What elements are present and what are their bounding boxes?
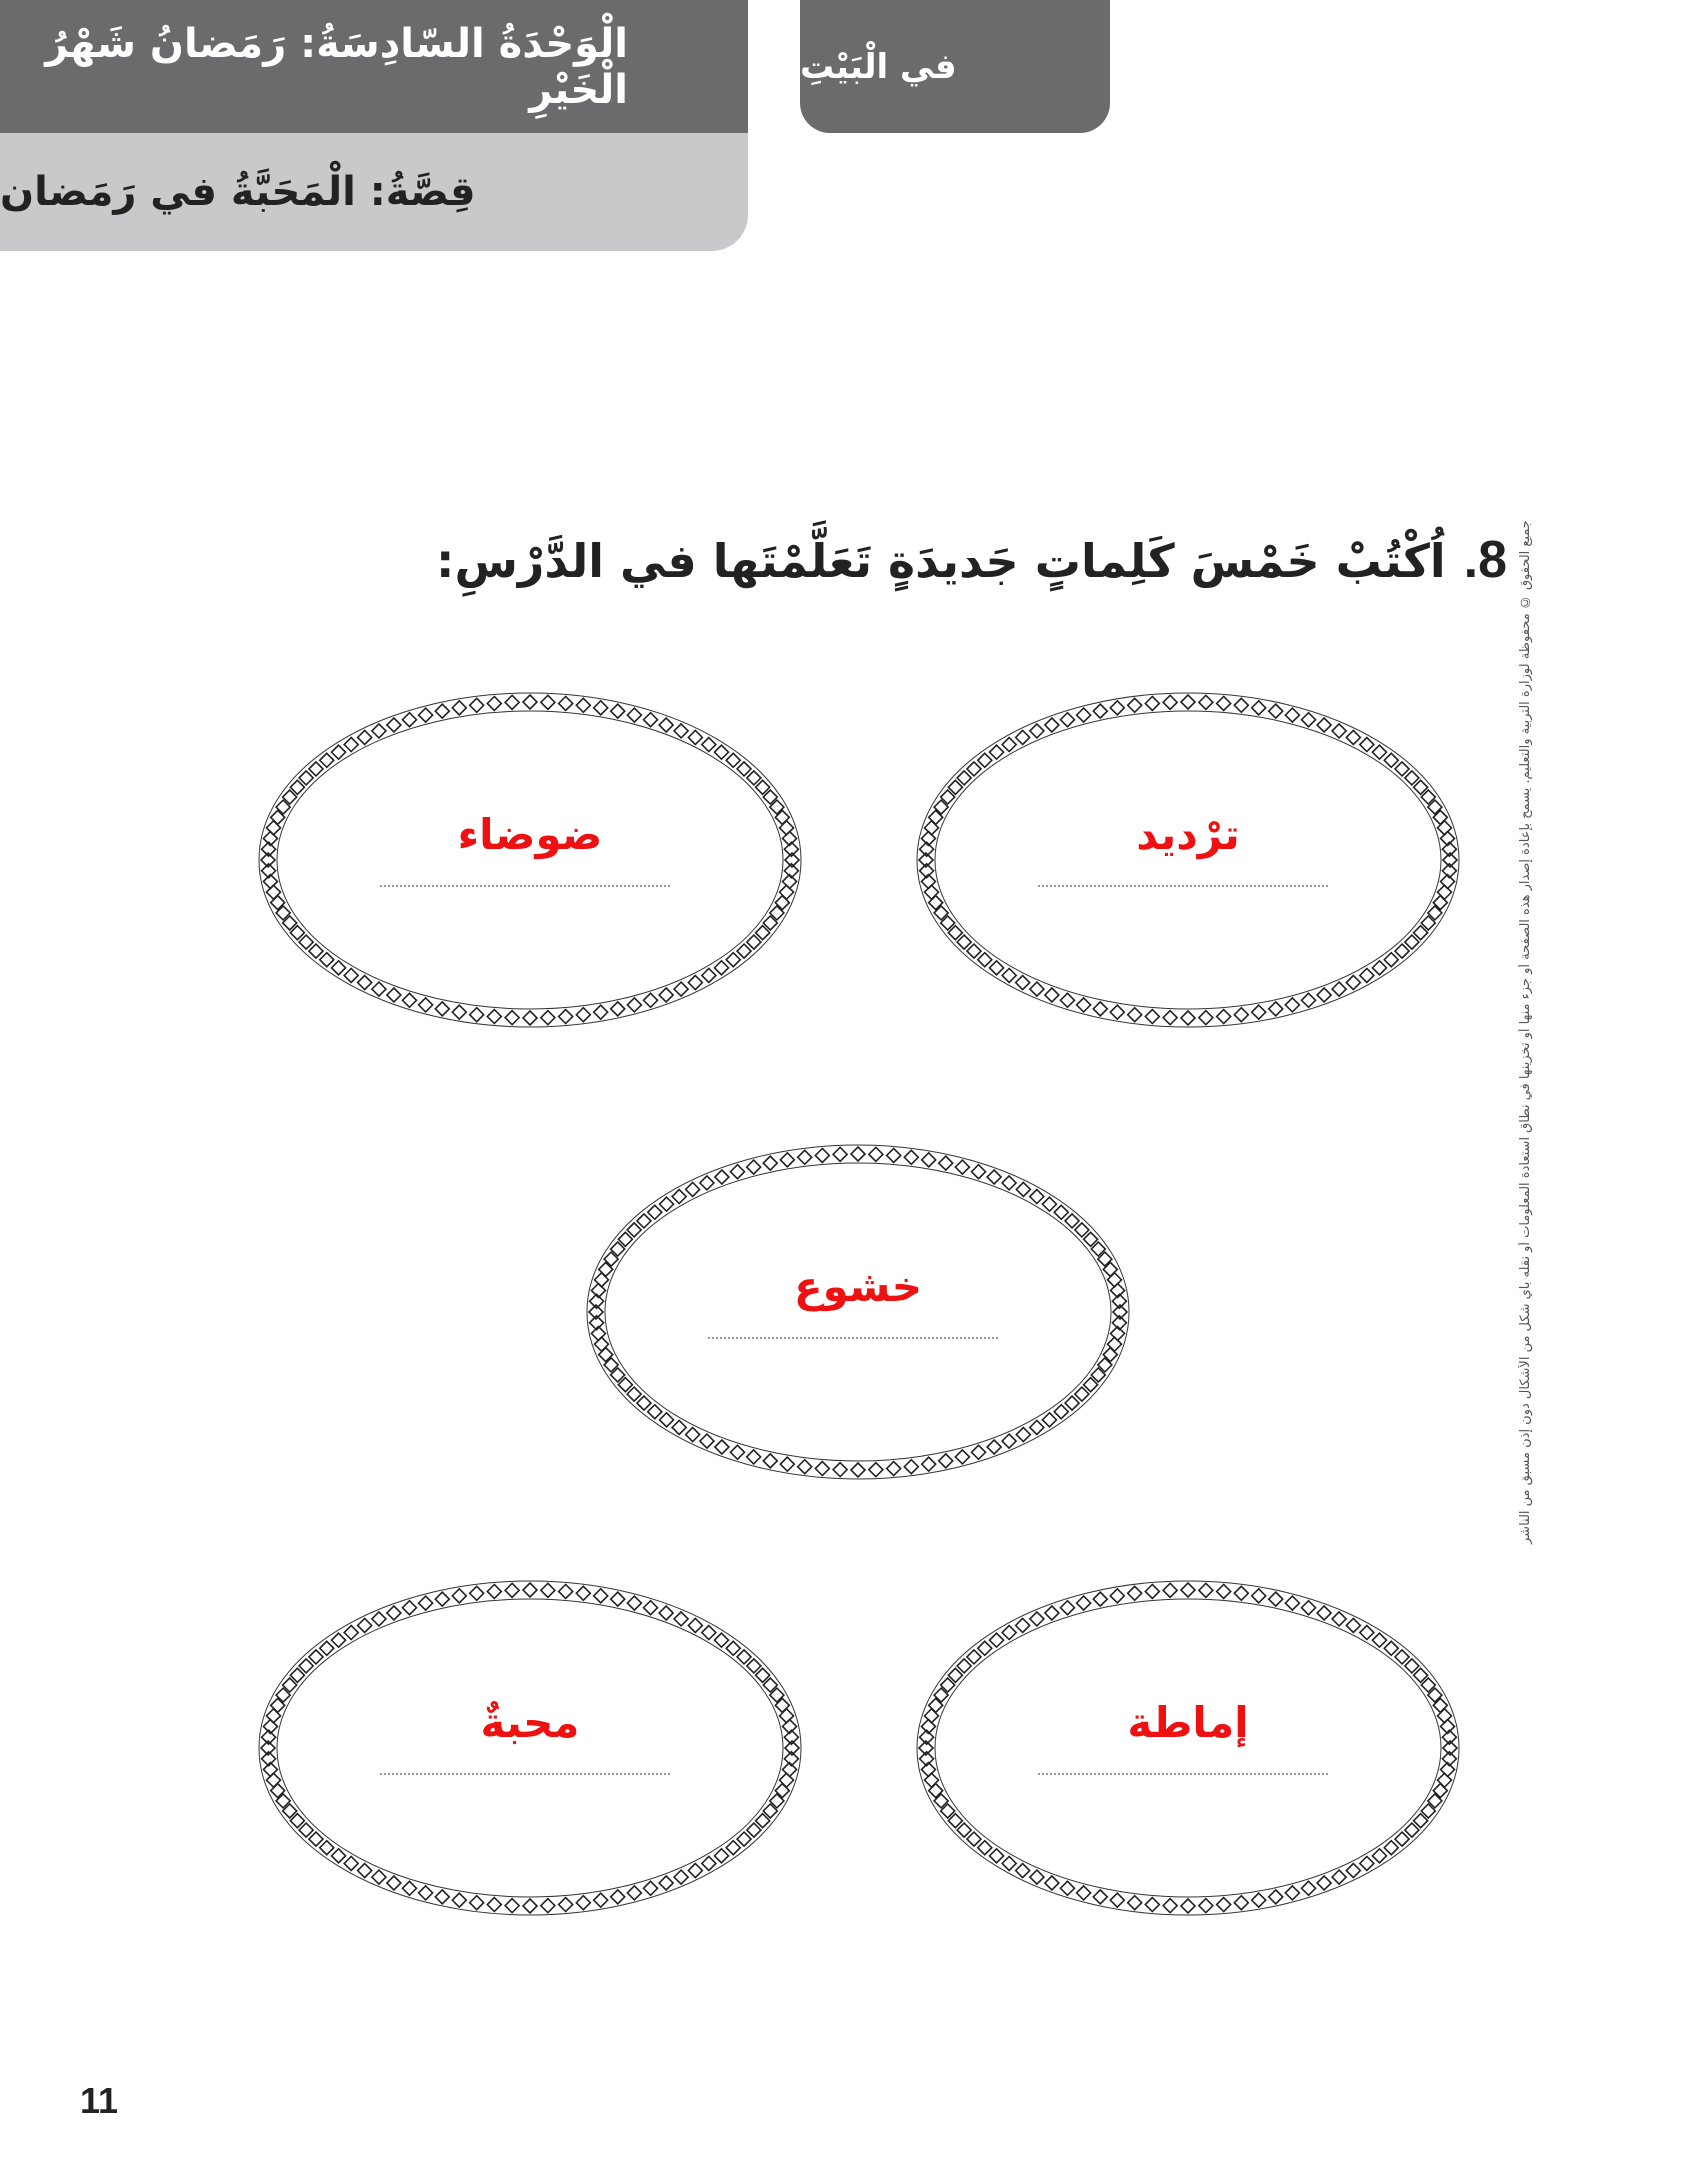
- decorative-oval-frame: [240, 1568, 820, 1928]
- answer-oval-top-left: [240, 680, 820, 1040]
- home-tab-label: في الْبَيْتِ: [800, 46, 957, 87]
- question-number: 8.: [1463, 531, 1507, 589]
- unit-title-bar: [0, 0, 748, 133]
- answer-dotted-line: [1038, 1773, 1328, 1775]
- answer-dotted-line: [380, 1773, 670, 1775]
- story-title-bar: [0, 133, 748, 251]
- answer-text[interactable]: ضوضاء: [457, 810, 603, 859]
- answer-dotted-line: [708, 1337, 998, 1339]
- answer-dotted-line: [1038, 885, 1328, 887]
- decorative-oval-frame: [898, 680, 1478, 1040]
- answer-text[interactable]: محبةٌ: [480, 1698, 580, 1747]
- answer-oval-top-right: [898, 680, 1478, 1040]
- decorative-oval-frame: [898, 1568, 1478, 1928]
- unit-title: الْوَحْدَةُ السّادِسَةُ: رَمَضانُ شَهْرُ الْخَيْرِ: [45, 20, 628, 113]
- question-8: [436, 530, 1507, 590]
- decorative-oval-frame: [568, 1132, 1148, 1492]
- answer-text[interactable]: خشوع: [793, 1262, 923, 1311]
- answer-oval-bottom-left: [240, 1568, 820, 1928]
- answer-text[interactable]: إماطة: [1127, 1698, 1249, 1747]
- answer-dotted-line: [380, 885, 670, 887]
- copyright-note: جميع الحقوق © محفوظة لوزارة التربية والتعليم. يسمح بإعادة إصدار هذه الصفحة أو جزء منها أو تخزينها في نطاق استعادة المعلومات أو نقله بأي شكل من الأشكال دون إذن مسبق من الناشر: [1518, 520, 1533, 1544]
- answer-text[interactable]: ترْديد: [1136, 810, 1240, 859]
- page-number: 11: [80, 2080, 119, 2121]
- answer-oval-middle: [568, 1132, 1148, 1492]
- home-tab: [800, 0, 1110, 133]
- decorative-oval-frame: [240, 680, 820, 1040]
- question-text: اُكْتُبْ خَمْسَ كَلِماتٍ جَديدَةٍ تَعَلَّمْتَها في الدَّرْسِ:: [436, 534, 1446, 588]
- story-title: قِصَّةُ: الْمَحَبَّةُ في رَمَضان: [0, 169, 476, 215]
- answer-oval-bottom-right: [898, 1568, 1478, 1928]
